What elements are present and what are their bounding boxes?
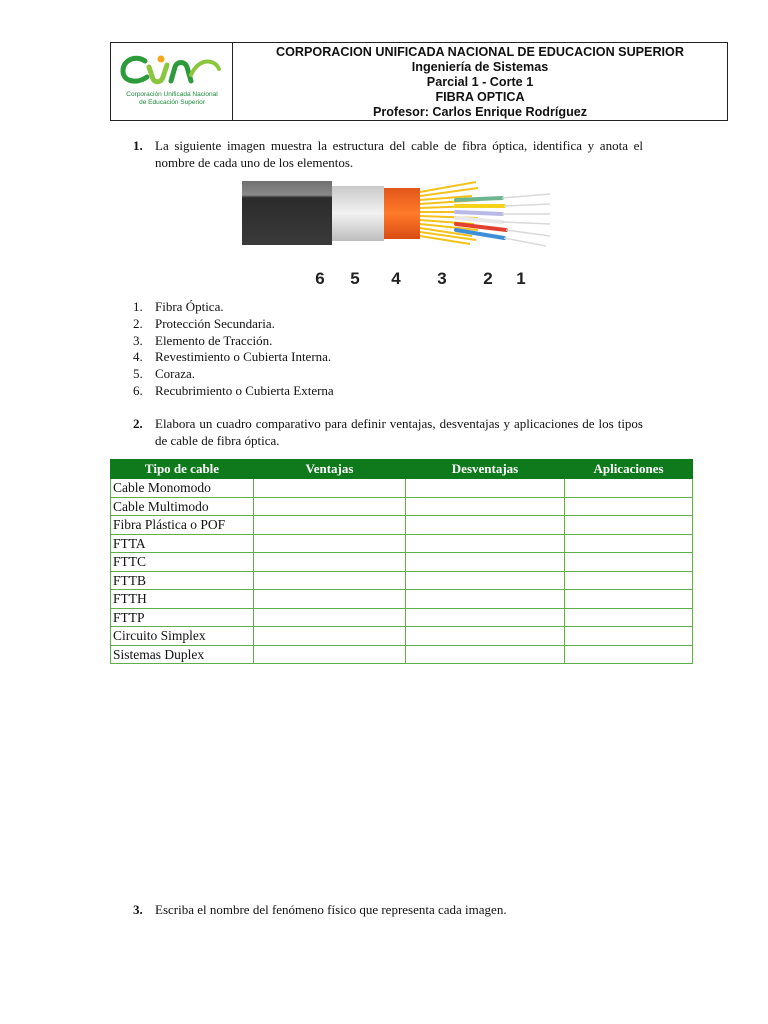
label-2: 2: [483, 269, 493, 288]
table-cell[interactable]: [406, 553, 565, 572]
label-1: 1: [516, 269, 526, 288]
table-row: [111, 571, 693, 590]
label-4: 4: [391, 269, 401, 288]
header-text: [233, 43, 727, 120]
table-row: [111, 645, 693, 664]
comparison-table: [110, 459, 693, 664]
table-row: [111, 534, 693, 553]
table-cell[interactable]: [254, 590, 406, 609]
table-cell[interactable]: [254, 645, 406, 664]
table-cell: Circuito Simplex: [111, 627, 254, 646]
table-cell[interactable]: [254, 627, 406, 646]
armor-layer: [332, 186, 384, 241]
table-cell[interactable]: [406, 590, 565, 609]
table-cell: Fibra Plástica o POF: [111, 516, 254, 535]
table-cell[interactable]: [565, 627, 693, 646]
table-cell[interactable]: [565, 497, 693, 516]
logo-caption-line-1: Corporación Unificada Nacional: [126, 91, 218, 98]
table-cell: FTTC: [111, 553, 254, 572]
table-cell[interactable]: [565, 516, 693, 535]
question-number: 1.: [133, 138, 143, 153]
column-header: Desventajas: [406, 460, 565, 479]
label-3: 3: [437, 269, 447, 288]
table-header-row: [111, 460, 693, 479]
table-row: [111, 479, 693, 498]
table-cell[interactable]: [406, 479, 565, 498]
question-text: Elabora un cuadro comparativo para definir ventajas, desventajas y aplicaciones de los tipos de cable de fibra óptica.: [155, 416, 643, 448]
table-row: [111, 627, 693, 646]
question-number: 3.: [133, 902, 143, 917]
table-cell[interactable]: [565, 534, 693, 553]
question-text: Escriba el nombre del fenómeno físico que representa cada imagen.: [155, 902, 507, 917]
table-cell[interactable]: [406, 645, 565, 664]
table-cell[interactable]: [254, 571, 406, 590]
table-row: [111, 608, 693, 627]
table-cell[interactable]: [406, 571, 565, 590]
table-cell[interactable]: [565, 608, 693, 627]
question-text: La siguiente imagen muestra la estructura del cable de fibra óptica, identifica y anota el nombre de cada uno de los elementos.: [155, 138, 643, 170]
table-cell: Cable Multimodo: [111, 497, 254, 516]
exam-name: Parcial 1 - Corte 1: [426, 75, 534, 89]
table-cell[interactable]: [254, 608, 406, 627]
table-cell[interactable]: [406, 608, 565, 627]
label-5: 5: [350, 269, 360, 288]
table-cell[interactable]: [254, 479, 406, 498]
table-cell[interactable]: [565, 479, 693, 498]
table-cell[interactable]: [565, 590, 693, 609]
table-cell[interactable]: [406, 534, 565, 553]
fiber-cable-structure-image: [240, 178, 552, 291]
table-row: [111, 590, 693, 609]
outer-jacket: [242, 181, 332, 245]
table-row: [111, 516, 693, 535]
table-cell[interactable]: [406, 497, 565, 516]
logo: [111, 43, 233, 120]
program-name: Ingeniería de Sistemas: [411, 60, 549, 74]
table-cell[interactable]: [565, 645, 693, 664]
table-cell: FTTH: [111, 590, 254, 609]
column-header: Tipo de cable: [111, 460, 254, 479]
table-cell: Sistemas Duplex: [111, 645, 254, 664]
table-cell[interactable]: [406, 627, 565, 646]
label-6: 6: [315, 269, 325, 288]
table-row: [111, 497, 693, 516]
question-3: [133, 902, 643, 919]
table-cell[interactable]: [254, 534, 406, 553]
question-1: [133, 138, 643, 171]
table-cell[interactable]: [254, 497, 406, 516]
table-cell: FTTP: [111, 608, 254, 627]
column-header: Aplicaciones: [565, 460, 693, 479]
professor-name: Profesor: Carlos Enrique Rodríguez: [372, 105, 588, 119]
table-cell[interactable]: [254, 516, 406, 535]
column-header: Ventajas: [254, 460, 406, 479]
cun-logo-icon: [119, 51, 225, 87]
table-cell[interactable]: [254, 553, 406, 572]
question-number: 2.: [133, 416, 143, 431]
table-cell[interactable]: [565, 553, 693, 572]
table-cell: FTTA: [111, 534, 254, 553]
table-cell[interactable]: [406, 516, 565, 535]
document-header: [110, 42, 728, 121]
subject-name: FIBRA OPTICA: [435, 90, 525, 104]
inner-jacket: [384, 188, 420, 239]
logo-caption-line-2: de Educación Superior: [139, 99, 205, 106]
table-cell[interactable]: [565, 571, 693, 590]
table-cell: Cable Monomodo: [111, 479, 254, 498]
table-cell: FTTB: [111, 571, 254, 590]
institution-name: CORPORACION UNIFICADA NACIONAL DE EDUCACION SUPERIOR: [276, 45, 684, 59]
table-row: [111, 553, 693, 572]
question-2: [133, 416, 643, 449]
